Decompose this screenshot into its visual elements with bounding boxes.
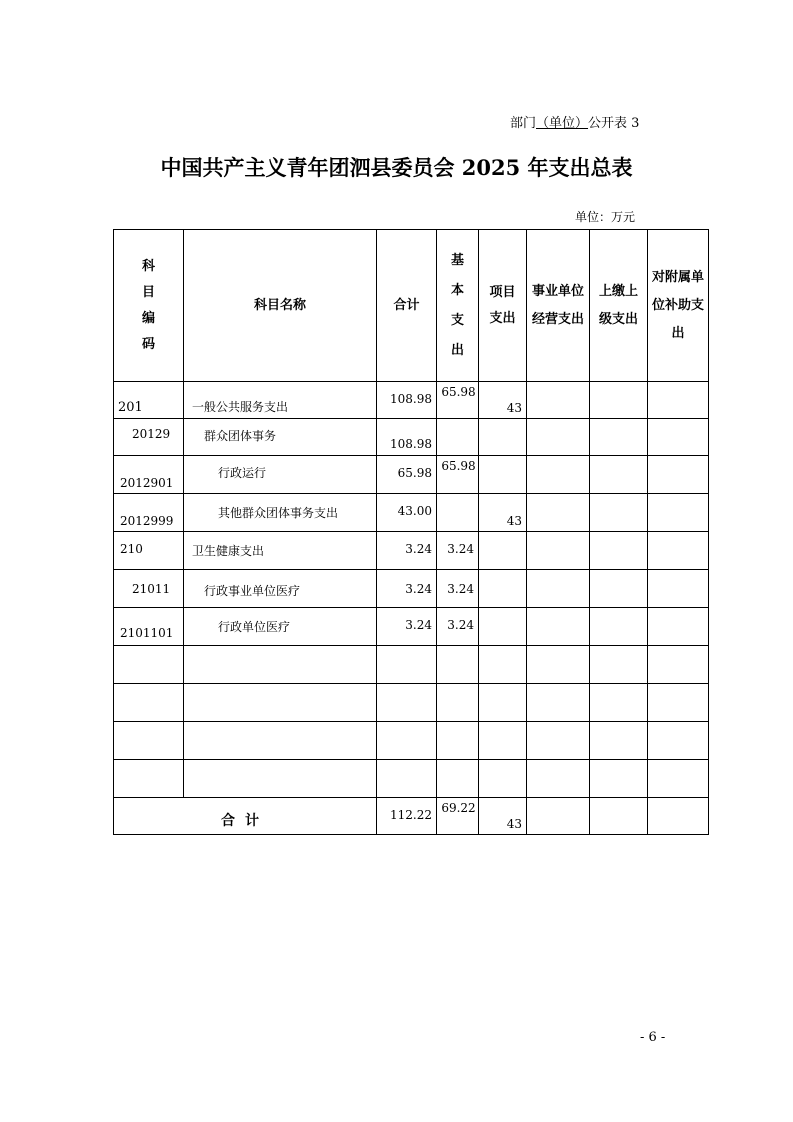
row-subsidiary	[648, 456, 709, 494]
empty-cell	[648, 646, 709, 684]
row-code: 201	[114, 382, 184, 419]
row-project	[479, 570, 527, 608]
row-code: 2101101	[114, 608, 184, 646]
empty-cell	[114, 684, 184, 722]
header-basic: 基本支出	[437, 230, 479, 382]
empty-cell	[184, 646, 377, 684]
empty-cell	[114, 722, 184, 760]
header-code: 科目编码	[114, 230, 184, 382]
row-upper	[590, 382, 648, 419]
row-subsidiary	[648, 419, 709, 456]
total-project: 43	[479, 798, 527, 835]
doc-id-prefix: 部门	[510, 116, 537, 131]
row-subsidiary	[648, 494, 709, 532]
total-upper	[590, 798, 648, 835]
row-basic: 3.24	[437, 532, 479, 570]
total-label: 合计	[114, 798, 377, 835]
row-total: 3.24	[377, 608, 437, 646]
row-subsidiary	[648, 532, 709, 570]
header-total: 合计	[377, 230, 437, 382]
row-upper	[590, 419, 648, 456]
empty-cell	[527, 646, 590, 684]
empty-cell	[377, 684, 437, 722]
row-subsidiary	[648, 570, 709, 608]
empty-cell	[479, 722, 527, 760]
empty-cell	[114, 646, 184, 684]
row-subsidiary	[648, 382, 709, 419]
empty-cell	[479, 760, 527, 798]
row-name: 卫生健康支出	[184, 532, 377, 570]
row-upper	[590, 456, 648, 494]
row-basic: 65.98	[437, 456, 479, 494]
empty-cell	[590, 646, 648, 684]
row-code: 20129	[114, 419, 184, 456]
row-total: 3.24	[377, 570, 437, 608]
row-project	[479, 419, 527, 456]
empty-cell	[648, 722, 709, 760]
row-total: 3.24	[377, 532, 437, 570]
empty-row	[114, 684, 709, 722]
row-upper	[590, 494, 648, 532]
row-upper	[590, 532, 648, 570]
row-enterprise	[527, 532, 590, 570]
row-enterprise	[527, 608, 590, 646]
doc-id-unit: （单位）	[536, 116, 589, 131]
total-value: 112.22	[377, 798, 437, 835]
table-row	[114, 608, 709, 646]
row-project: 43	[479, 494, 527, 532]
empty-cell	[527, 760, 590, 798]
empty-cell	[437, 722, 479, 760]
row-code: 21011	[114, 570, 184, 608]
row-total: 108.98	[377, 382, 437, 419]
row-project	[479, 608, 527, 646]
row-code: 2012999	[114, 494, 184, 532]
empty-row	[114, 646, 709, 684]
row-enterprise	[527, 382, 590, 419]
row-basic: 3.24	[437, 570, 479, 608]
empty-cell	[590, 684, 648, 722]
header-subsidiary: 对附属单位补助支出	[648, 230, 709, 382]
empty-cell	[479, 684, 527, 722]
unit-label: 单位：万元	[575, 210, 636, 224]
row-code: 2012901	[114, 456, 184, 494]
total-basic: 69.22	[437, 798, 479, 835]
empty-cell	[184, 722, 377, 760]
empty-cell	[184, 760, 377, 798]
empty-cell	[527, 684, 590, 722]
row-total: 108.98	[377, 419, 437, 456]
row-name: 一般公共服务支出	[184, 382, 377, 419]
total-enterprise	[527, 798, 590, 835]
total-subsidiary	[648, 798, 709, 835]
row-project: 43	[479, 382, 527, 419]
row-enterprise	[527, 570, 590, 608]
expenditure-table	[113, 229, 709, 835]
row-total: 65.98	[377, 456, 437, 494]
total-row	[114, 798, 709, 835]
row-code: 210	[114, 532, 184, 570]
empty-row	[114, 760, 709, 798]
row-upper	[590, 608, 648, 646]
page-number: - 6 -	[640, 1030, 666, 1045]
table-row	[114, 419, 709, 456]
row-total: 43.00	[377, 494, 437, 532]
row-upper	[590, 570, 648, 608]
row-name: 其他群众团体事务支出	[184, 494, 377, 532]
doc-id-suffix: 公开表 3	[588, 116, 640, 131]
table-row	[114, 570, 709, 608]
row-enterprise	[527, 456, 590, 494]
row-basic: 65.98	[437, 382, 479, 419]
empty-cell	[184, 684, 377, 722]
row-name: 群众团体事务	[184, 419, 377, 456]
row-subsidiary	[648, 608, 709, 646]
empty-cell	[377, 646, 437, 684]
empty-cell	[648, 760, 709, 798]
empty-cell	[437, 760, 479, 798]
row-basic	[437, 494, 479, 532]
table-row	[114, 494, 709, 532]
empty-cell	[590, 760, 648, 798]
header-project: 项目支出	[479, 230, 527, 382]
row-name: 行政运行	[184, 456, 377, 494]
empty-cell	[590, 722, 648, 760]
empty-cell	[527, 722, 590, 760]
row-project	[479, 532, 527, 570]
empty-cell	[437, 684, 479, 722]
header-upper: 上缴上级支出	[590, 230, 648, 382]
empty-cell	[437, 646, 479, 684]
row-name: 行政事业单位医疗	[184, 570, 377, 608]
table-row	[114, 382, 709, 419]
page-title: 中国共产主义青年团泗县委员会 2025 年支出总表	[160, 155, 633, 180]
table-row	[114, 456, 709, 494]
row-enterprise	[527, 494, 590, 532]
header-enterprise: 事业单位经营支出	[527, 230, 590, 382]
empty-cell	[479, 646, 527, 684]
row-basic: 3.24	[437, 608, 479, 646]
empty-cell	[648, 684, 709, 722]
document-id	[510, 112, 639, 131]
row-name: 行政单位医疗	[184, 608, 377, 646]
empty-cell	[114, 760, 184, 798]
empty-cell	[377, 722, 437, 760]
table-row	[114, 532, 709, 570]
empty-cell	[377, 760, 437, 798]
row-project	[479, 456, 527, 494]
header-row	[114, 230, 709, 382]
empty-row	[114, 722, 709, 760]
row-basic	[437, 419, 479, 456]
header-name: 科目名称	[184, 230, 377, 382]
row-enterprise	[527, 419, 590, 456]
